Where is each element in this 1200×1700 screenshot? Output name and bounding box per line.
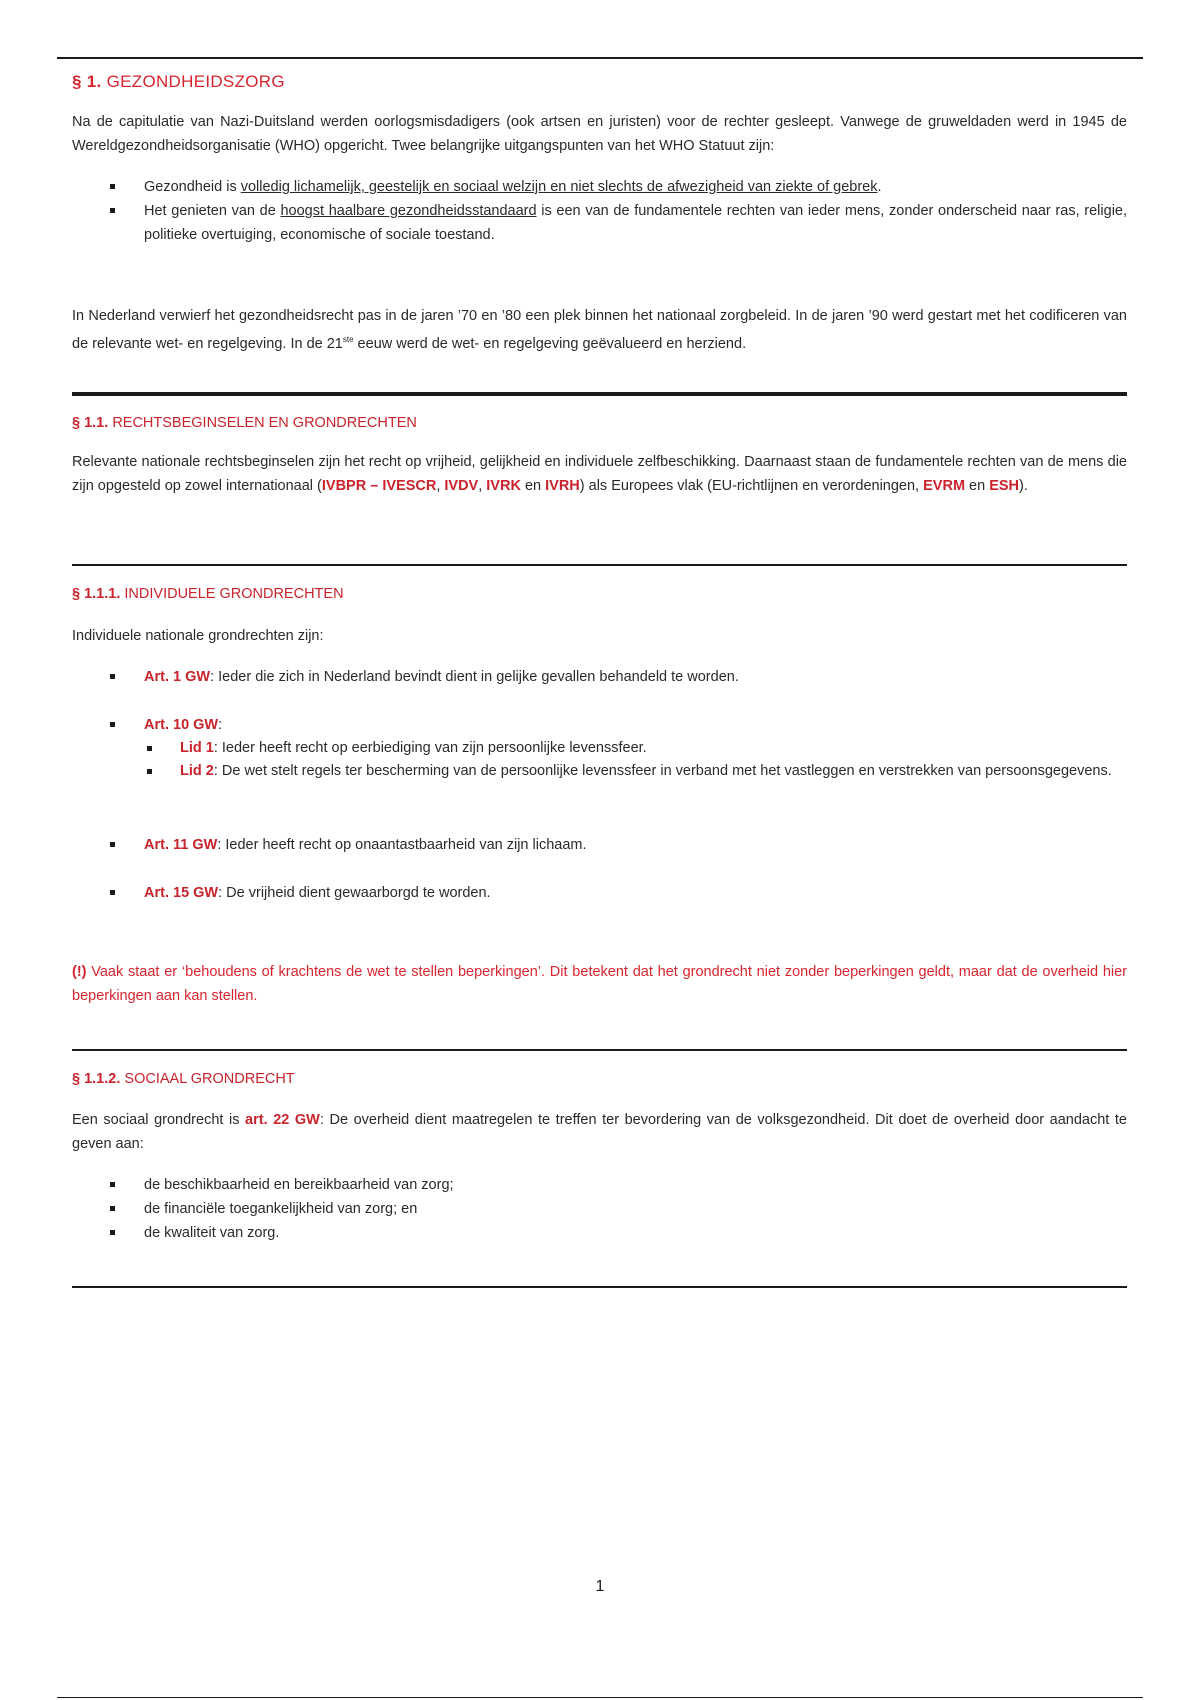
section-divider [72,1286,1127,1288]
treaty-evrm: EVRM [923,478,966,494]
section-1-heading [72,72,1127,92]
note-text: Vaak staat er ‘behoudens of krachtens de wet te stellen beperkingen’. Dit betekent dat het grondrecht niet zonder beperkingen geldt, maar dat de overheid hier beperkingen aan kan stellen. [72,964,1127,1004]
section-1-number: § 1. [72,72,102,91]
s11-sep: , [436,478,445,494]
s11-text-c: ). [1019,478,1028,494]
section-divider [72,564,1127,566]
section-1-1-1-intro [72,624,1127,648]
art-15-text: : De vrijheid dient gewaarborgd te worden. [218,885,491,901]
lid-1-label: Lid 1 [180,740,214,756]
lid-2-text: : De wet stelt regels ter bescherming van de persoonlijke levenssfeer in verband met het vastleggen en verstrekken van persoonsgegevens. [213,763,1112,779]
s11-sep: en [520,478,546,494]
art-10-label: Art. 10 GW [144,717,219,733]
s111-intro-text: Individuele nationale grondrechten zijn: [72,628,324,644]
bullet-1-suffix: . [877,179,882,195]
section-1-1-2-list [72,1173,1127,1245]
art-11-text: : Ieder heeft recht op onaantastbaarheid van zijn lichaam. [217,837,587,853]
page-number: 1 [595,1578,605,1595]
art-1-label: Art. 1 GW [144,669,211,685]
section-divider [72,1049,1127,1051]
list-item: de kwaliteit van zorg. [72,1221,1127,1245]
note-marker: (!) [72,964,87,980]
bullet-2-prefix: Het genieten van de [144,203,281,219]
section-1-1-2-number: § 1.1.2. [72,1071,121,1087]
s112-text-a: Een sociaal grondrecht is [72,1112,246,1128]
s112-text-b: : De overheid dient maatregelen te treffen ter bevordering van de volksgezondheid. Dit doet de overheid door aandacht te geven aan: [72,1112,1128,1152]
section-1-1-1-number: § 1.1.1. [72,586,121,602]
para2-text-a: In Nederland verwierf het gezondheidsrecht pas in de jaren ’70 en ’80 een plek binnen het nationaal zorgbeleid. In de jaren ’90 werd gestart met het codificeren van de relevante wet- en regelgeving. In de 21 [72,308,1127,352]
list-item [72,760,1127,783]
section-1-title: GEZONDHEIDSZORG [106,72,285,91]
art-15-item [72,881,1127,905]
section-divider [72,392,1127,396]
page-bottom-rule [57,1697,1143,1698]
s11-sep: , [478,478,487,494]
section-1-intro [72,110,1127,158]
art-10-item [72,713,1127,783]
lid-1-text: : Ieder heeft recht op eerbiediging van zijn persoonlijke levenssfeer. [213,740,647,756]
list-item [72,737,1127,760]
treaty-ivdv: IVDV [444,478,479,494]
lid-2-label: Lid 2 [180,763,214,779]
treaty-ivrh: IVRH [545,478,580,494]
section-1-1-heading [72,415,1127,431]
list-item [72,881,1127,905]
list-item [72,199,1127,247]
section-1-1-1-title: INDIVIDUELE GRONDRECHTEN [124,586,344,602]
restriction-note [72,960,1127,1008]
list-item: de financiële toegankelijkheid van zorg; en [72,1197,1127,1221]
treaty-esh: ESH [989,478,1020,494]
art-11-label: Art. 11 GW [144,837,218,853]
section-1-intro-text: Na de capitulatie van Nazi-Duitsland werden oorlogsmisdadigers (ook artsen en juristen) voor de rechter gesleept. Vanwege de gruweldaden werd in 1945 de Wereldgezondheidsorganisatie (WHO) opgericht. Twee belangrijke uitgangspunten van het WHO Statuut zijn: [72,114,1127,154]
treaty-ivbpr-ivescr: IVBPR – IVESCR [321,478,437,494]
art-11-item [72,833,1127,857]
section-1-1-body [72,450,1127,498]
list-item [72,833,1127,857]
list-item [72,665,1127,689]
section-1-1-2-title: SOCIAAL GRONDRECHT [124,1071,295,1087]
section-1-paragraph-2 [72,304,1127,356]
bullet-2-underlined: hoogst haalbare gezondheidsstandaard [280,203,537,219]
section-1-bullets [72,175,1127,247]
section-1-1-1-heading [72,586,1127,602]
section-1-1-2-body [72,1108,1127,1156]
art-1-item [72,665,1127,689]
list-item [72,713,1127,737]
section-1-1-2-heading [72,1071,1127,1087]
art-10-colon: : [218,717,223,733]
bullet-2-suffix: is een van de fundamentele rechten van ieder mens, zonder onderscheid naar ras, religie, politieke overtuiging, economische of sociale toestand. [144,203,1128,243]
page-top-rule [57,57,1143,59]
section-1-1-number: § 1.1. [72,415,109,431]
para2-text-b: eeuw werd de wet- en regelgeving geëvalueerd en herziend. [353,335,747,352]
bullet-1-prefix: Gezondheid is [144,179,241,195]
list-item [72,175,1127,199]
bullet-1-underlined: volledig lichamelijk, geestelijk en sociaal welzijn en niet slechts de afwezigheid van ziekte of gebrek [240,179,878,195]
art-15-label: Art. 15 GW [144,885,219,901]
section-1-1-title: RECHTSBEGINSELEN EN GRONDRECHTEN [112,415,417,431]
treaty-ivrk: IVRK [486,478,521,494]
s11-sep: en [965,478,990,494]
s11-text-b: ) als Europees vlak (EU-richtlijnen en verordeningen, [579,478,924,494]
art-1-text: : Ieder die zich in Nederland bevindt dient in gelijke gevallen behandeld te worden. [210,669,739,685]
list-item: de beschikbaarheid en bereikbaarheid van zorg; [72,1173,1127,1197]
para2-superscript: ste [342,335,354,344]
s11-text-a: Relevante nationale rechtsbeginselen zijn het recht op vrijheid, gelijkheid en individuele zelfbeschikking. Daarnaast staan de fundamentele rechten van de mens die zijn opgesteld op zowel internationaal ( [72,454,1127,494]
art-22-label: art. 22 GW [245,1112,320,1128]
